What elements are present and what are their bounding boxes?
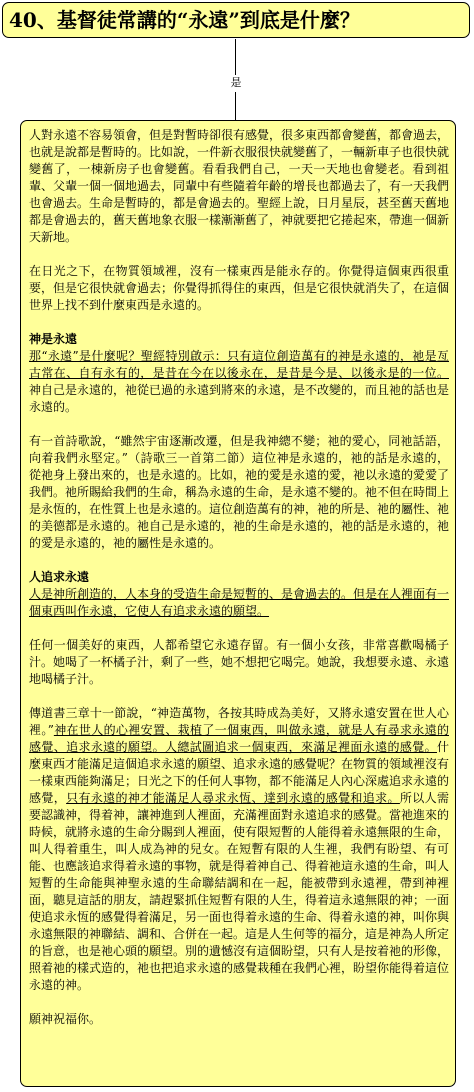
paragraph-6: 任何一個美好的東西，人都希望它永遠存留。有一個小女孩，非常喜歡喝橘子汁。她喝了一杯橘子汁，剩了一些，她不想把它喝完。她說，我想要永遠、永遠地喝橘子汁。 [29,638,450,686]
question-title-box [2,2,470,38]
paragraph-7-d: 只有永遠的神才能滿足人尋求永恆、達到永遠的感覺和追求。 [66,791,400,805]
paragraph-5: 人是神所創造的，人本身的受造生命是短暫的、是會過去的。但是在人裡面有一個東西叫作永遠，它使人有追求永遠的願望。 [29,587,450,618]
paragraph-7-a: 傳道書三章十一節說，“神造萬物，各按其時成為美好，又將永遠安置在世人心裡。” [29,706,449,737]
heading-god-is-eternal: 神是永遠 [29,332,78,346]
paragraph-4: 有一首詩歌說，“雖然宇宙逐漸改遷，但是我神總不變；祂的愛心，同祂話語，向着我們永堅定。”（詩歌三一首第二節）這位神是永遠的，祂的話是永遠的，從祂身上發出來的，也是永遠的。比如，祂的愛是永遠的愛，祂以永遠的愛愛了我們。祂所賜給我們的生命，稱為永遠的生命，是永遠不變的。祂不但在時間上是永恆的，在性質上也是永遠的。這位創造萬有的神，祂的所是、祂的屬性、祂的美德都是永遠的。祂自己是永遠的，祂的生命是永遠的，祂的話是永遠的，祂的愛是永遠的，祂的屬性是永遠的。 [29,434,450,550]
paragraph-1: 人對永遠不容易領會，但是對暫時卻很有感覺，很多東西都會變舊，都會過去，也就是說都是暫時的。比如說，一件新衣服很快就變舊了，一輛新車子也很快就變舊了，一棟新房子也會變舊。看看我們自己，一天一天地也會變老。看到祖輩、父輩一個一個地過去，同輩中有些隨着年齡的增長也都過去了，有一天我們也會過去。生命是暫時的，都是會過去的。聖經上說，日月星辰，甚至舊天舊地都是會過去的，舊天舊地象衣服一樣漸漸舊了，神就要把它捲起來，帶進一個新天新地。 [29,128,450,244]
paragraph-3 [29,348,449,416]
paragraph-2: 在日光之下，在物質領域裡，沒有一樣東西是能永存的。你覺得這個東西很重要，但是它很快就會過去；你覺得抓得住的東西，但是它很快就消失了，在這個世界上找不到什麼東西是永遠的。 [29,264,450,312]
heading-man-seeks-eternity: 人追求永遠 [29,570,90,584]
paragraph-7-e: 所以人需要認識神，得着神，讓神進到人裡面，充滿裡面對永遠追求的感覺。當祂進來的時候，就將永遠的生命分賜到人裡面，使有限短暫的人能得着永遠無限的生命，叫人得着重生，叫人成為神的兒女。在短暫有限的人生裡，我們有盼望、有可能、也應該追求得着永遠的事物，就是得着神自己、得着祂這永遠的生命，叫人短暫的生命能與神聖永遠的生命聯結調和在一起，能被帶到永遠裡，帶到神裡面，聽見這話的朋友，請趕緊抓住短暫有限的人生，得着這永遠無限的神；一面使追求永恆的感覺得着滿足，另一面也得着永遠的生命、得着永遠的神，叫你與永遠無限的神聯結、調和、合併在一起。這是人生何等的福分，這是神為人所定的旨意，也是祂心頭的願望。別的遺憾沒有這個盼望，只有人是按着祂的形像，照着祂的樣式造的，祂也把追求永遠的感覺栽種在我們心裡，盼望你能得着這位永遠的神。 [29,791,450,992]
paragraph-7-b: 神在世人的心裡安置、栽植了一個東西，叫做永遠，就是人有尋求永遠的感覺、追求永遠的願望。人總試圖追求一個東西，來滿足裡面永遠的感覺。 [29,723,449,754]
edge-label-yes: 是 [226,75,246,91]
connector-line-top [235,39,236,75]
paragraph-3-rest: 神自己是永遠的，祂從已過的永遠到將來的永遠，是不改變的，而且祂的話也是永遠的。 [29,383,450,414]
paragraph-7-c: 什麼東西才能滿足這個追求永遠的願望、追求永遠的感覺呢？在物質的領域裡沒有一樣東西能夠滿足；日光之下的任何人事物，都不能滿足人內心深處追求永遠的感覺， [29,740,450,805]
question-title: 40、基督徒常講的“永遠”到底是什麼？ [9,8,360,32]
paragraph-3-underlined: 那“永遠”是什麼呢？聖經特別啟示：只有這位創造萬有的神是永遠的，祂是亙古常在、自有永有的，是昔在今在以後永在，是昔是今是、以後永是的一位。 [29,349,449,380]
paragraph-8-blessing: 願神祝福你。 [29,1012,102,1026]
paragraph-7 [29,705,449,994]
answer-content-box [20,120,456,1087]
connector-line-bottom [235,92,236,120]
